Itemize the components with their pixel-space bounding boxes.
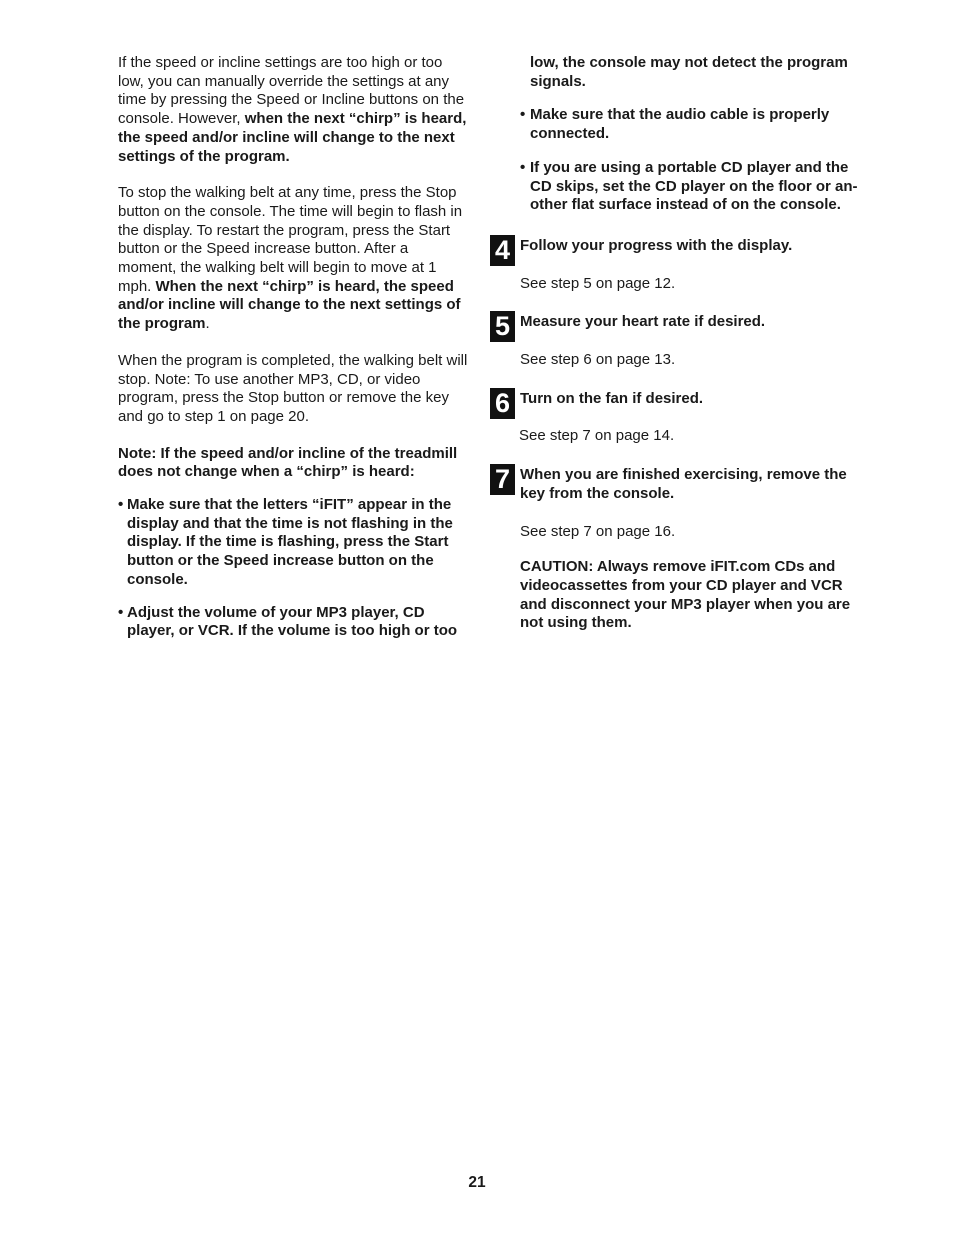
program-complete-paragraph: When the program is completed, the walking belt will stop. Note: To use another MP3, CD, or video program, press the Stop button or remove the key and go to step 1 on page 20. [118, 351, 468, 425]
override-bold-text: when the next “chirp” is heard, the speed and/or incline will change to the next settings of the program. [118, 110, 467, 165]
step-title: Measure your heart rate if desired. [520, 313, 766, 331]
caution-note: CAUTION: Always remove iFIT.com CDs and videocassettes from your CD player and VCR and disconnect your MP3 player when you are not using them. [520, 558, 851, 632]
bullet-text: Adjust the volume of your MP3 player, CD player, or VCR. If the volume is too high or too [127, 603, 458, 640]
step-5 [490, 313, 870, 369]
step-7-header [490, 466, 870, 503]
bullet-text: If you are using a portable CD player and the CD skips, set the CD player on the floor or an-other flat surface instead of on the console. [530, 158, 858, 214]
step-number-badge: 4 [490, 235, 515, 266]
step-reference: See step 7 on page 16. [520, 522, 676, 540]
step-number-badge: 6 [490, 388, 515, 419]
bullet-cd-skips [490, 159, 870, 215]
bullet-dot: • [520, 158, 526, 176]
step-4-header [490, 234, 870, 265]
bullet-dot: • [118, 496, 124, 514]
bullet-adjust-volume [118, 604, 468, 641]
bullet-audio-cable [490, 106, 870, 143]
note-heading: Note: If the speed and/or incline of the treadmill does not change when a “chirp” is heard: [118, 444, 458, 481]
step-5-header [490, 311, 870, 342]
page-number: 21 [468, 1174, 486, 1191]
stop-belt-bold-text: When the next “chirp” is heard, the speed and/or incline will change to the next settings of the program [118, 277, 461, 333]
stop-belt-text: To stop the walking belt at any time, press the Stop button on the console. The time will begin to flash in the display. To restart the program, press the Start button or the Speed increase button. After a moment, the walking belt will begin to move at 1 mph. [118, 184, 463, 295]
step-4 [490, 234, 870, 293]
step-6 [490, 387, 870, 446]
step-reference: See step 7 on page 14. [519, 427, 675, 445]
override-paragraph [118, 54, 468, 166]
step-7 [490, 466, 870, 633]
override-text: If the speed or incline settings are too high or too low, you can manually override the settings at any time by pressing the Speed or Incline buttons on the console. However, [118, 54, 465, 128]
right-column [490, 54, 870, 633]
stop-belt-period: . [205, 315, 210, 333]
bullet-text: Make sure that the letters “iFIT” appear in the display and that the time is not flashing in the display. If the time is flashing, press the Start button or the Speed increase button on the console. [127, 496, 453, 588]
step-number-badge: 5 [490, 311, 515, 342]
left-column [118, 54, 468, 655]
stop-belt-paragraph [118, 184, 468, 334]
bullet-dot: • [118, 603, 124, 621]
bullet-ifit-display [118, 496, 468, 590]
step-number-badge: 7 [490, 464, 515, 495]
bullet-volume-continued: low, the console may not detect the program signals. [530, 54, 848, 90]
bullet-text: Make sure that the audio cable is properly connected. [530, 106, 830, 143]
step-title: When you are finished exercising, remove the key from the console. [520, 466, 847, 502]
step-title: Turn on the fan if desired. [520, 389, 704, 407]
step-reference: See step 6 on page 13. [520, 351, 676, 369]
bullet-dot: • [520, 106, 526, 124]
step-title: Follow your progress with the display. [520, 236, 793, 254]
step-6-header [490, 387, 870, 418]
step-reference: See step 5 on page 12. [520, 274, 676, 292]
